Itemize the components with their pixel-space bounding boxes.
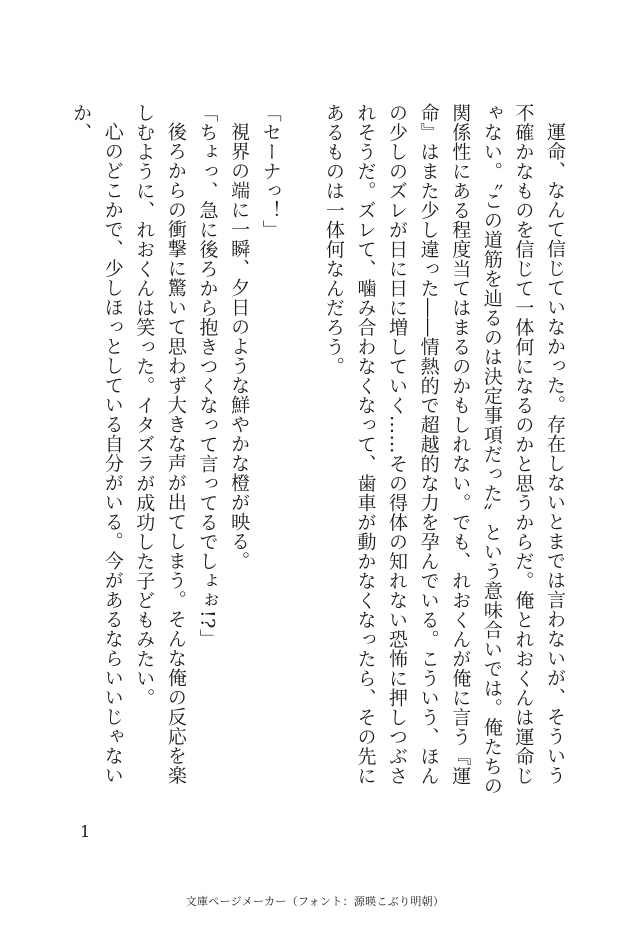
paragraph-blank [286, 103, 318, 803]
page-number: 1 [80, 822, 91, 841]
paragraph-3: 後ろからの衝撃に驚いて思わず大きな声が出てしまう。そんな俺の反応を楽しむように、れおくんは笑った。イタズラが成功した子どもみたい。 [133, 103, 187, 785]
paragraph-1: 運命、なんて信じていなかった。存在しないとまでは言わないが、そういう不確かなものを信じて一体何になるのかと思うからだ。俺とれおくんは運命じゃない。〝この道筋を辿るのは決定事項だった〟という意味合いでは。俺たちの関係性にある程度当てはまるのかもしれない。でも、れおくんが俺に言う『運命』はまた少し違った――情熱的で超越的な力を孕んでいる。こういう、ほんの少しのズレが日に日に増していく……その得体の知れない恐怖に押しつぶされそうだ。ズレて、噛み合わなくなって、歯車が動かなくなったら、その先にあるものは一体何なんだろう。 [322, 103, 566, 796]
paragraph-dialogue-2: 「ちょっ、急に後ろから抱きつくなって言ってるでしょぉ!?」 [196, 103, 219, 649]
paragraph-dialogue-1: 「セーナっ！」 [259, 103, 282, 240]
paragraph-4: 心のどこかで、少しほっとしている自分がいる。今があるならいいじゃないか、 [70, 103, 124, 785]
vertical-text-body [65, 103, 571, 803]
paragraph-2: 視界の端に一瞬、夕日のような鮮やかな橙が映る。 [228, 122, 251, 571]
footer-credit: 文庫ページメーカー（フォント：源暎こぶり明朝） [185, 895, 445, 908]
